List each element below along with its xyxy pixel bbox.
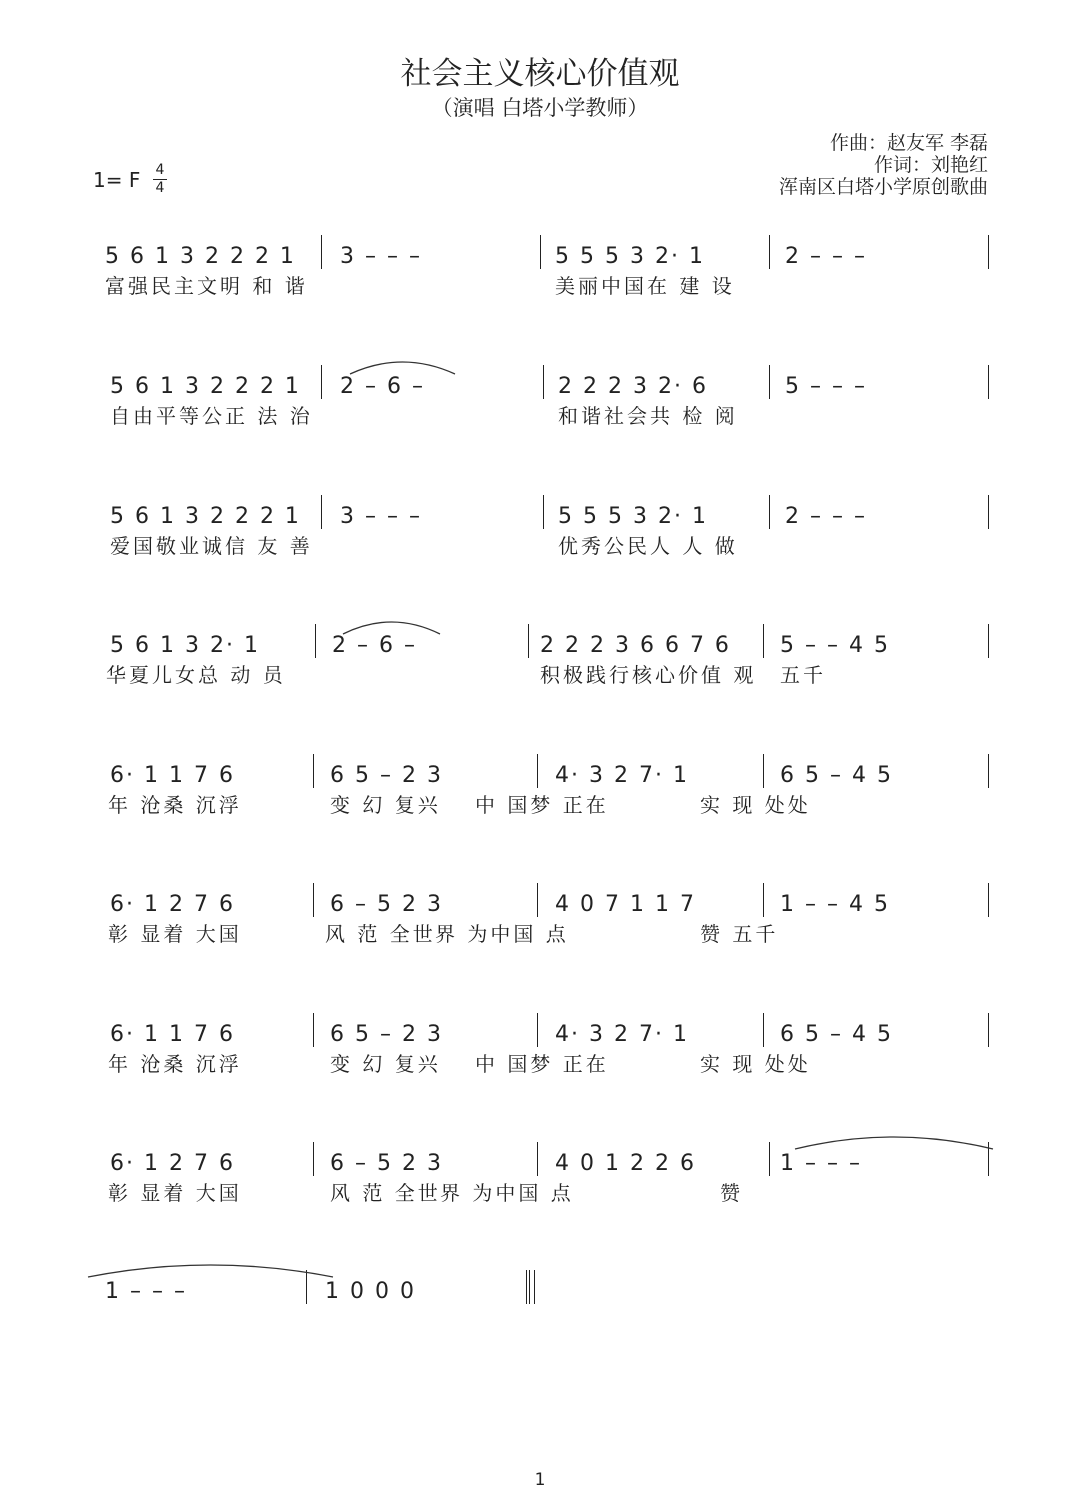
lyrics-row <box>0 1180 1080 1210</box>
notes-row <box>0 1278 1080 1308</box>
notes-row <box>0 373 1080 403</box>
lyric-phrase: 自由平等公正 法 治 <box>110 404 313 428</box>
measure-notes: 6 – 5 2 3 <box>330 892 443 917</box>
measure-notes: 5 6 1 3 2· 1 <box>110 633 260 658</box>
measure-notes: 5 6 1 3 2 2 2 1 <box>110 504 301 529</box>
measure-notes: 6 5 – 2 3 <box>330 1022 443 1047</box>
lyrics-row <box>0 792 1080 822</box>
measure-notes: 2 – 6 – <box>332 633 417 658</box>
key-signature: 1= F <box>93 168 141 192</box>
barline <box>988 495 989 529</box>
barline <box>321 495 322 529</box>
measure-notes: 2 – 6 – <box>340 374 425 399</box>
song-title: 社会主义核心价值观 <box>400 56 680 92</box>
barline <box>313 883 314 917</box>
lyric-phrase: 优秀公民人 人 做 <box>558 534 738 558</box>
barline <box>526 1270 527 1304</box>
barline <box>306 1270 307 1304</box>
barline <box>763 624 764 658</box>
measure-notes: 5 5 5 3 2· 1 <box>555 244 705 269</box>
lyrics-row <box>0 662 1080 692</box>
lyric-phrase: 彰 显着 大国 <box>108 1181 242 1205</box>
barline <box>537 1142 538 1176</box>
lyric-phrase: 实 现 处处 <box>700 1052 811 1076</box>
barline <box>540 235 541 269</box>
measure-notes: 3 – – – <box>340 504 422 529</box>
final-barline <box>529 1270 530 1304</box>
time-signature <box>153 163 167 196</box>
barline <box>769 365 770 399</box>
time-denominator: 4 <box>155 180 165 196</box>
lyric-phrase: 赞 <box>720 1181 743 1205</box>
lyric-phrase: 变 幻 复兴 <box>330 1052 441 1076</box>
measure-notes: 6 5 – 2 3 <box>330 763 443 788</box>
lyrics-row <box>0 1051 1080 1081</box>
composer-credit: 作曲：赵友军 李磊 <box>829 132 988 154</box>
barline <box>543 495 544 529</box>
barline <box>769 495 770 529</box>
barline <box>315 624 316 658</box>
lyric-phrase: 富强民主文明 和 谐 <box>105 274 308 298</box>
lyric-phrase: 五千 <box>780 663 826 687</box>
measure-notes: 2 – – – <box>785 504 867 529</box>
barline <box>988 235 989 269</box>
barline <box>321 235 322 269</box>
measure-notes: 6 – 5 2 3 <box>330 1151 443 1176</box>
notes-row <box>0 1021 1080 1051</box>
measure-notes: 5 5 5 3 2· 1 <box>558 504 708 529</box>
lyrics-row <box>0 921 1080 951</box>
lyric-phrase: 彰 显着 大国 <box>108 922 242 946</box>
lyric-phrase: 中 国梦 正在 <box>475 1052 609 1076</box>
notes-row <box>0 762 1080 792</box>
barline <box>988 624 989 658</box>
lyric-phrase: 界 为中国 点 <box>435 922 569 946</box>
final-barline <box>534 1270 535 1304</box>
measure-notes: 4· 3 2 7· 1 <box>555 1022 689 1047</box>
measure-notes: 1 – – – <box>780 1151 862 1176</box>
measure-notes: 1 – – 4 5 <box>780 892 890 917</box>
measure-notes: 6· 1 1 7 6 <box>110 763 235 788</box>
notes-row <box>0 503 1080 533</box>
barline <box>313 1013 314 1047</box>
measure-notes: 4· 3 2 7· 1 <box>555 763 689 788</box>
notes-row <box>0 1150 1080 1180</box>
barline <box>988 883 989 917</box>
measure-notes: 4 0 7 1 1 7 <box>555 892 696 917</box>
barline <box>321 365 322 399</box>
barline <box>769 235 770 269</box>
measure-notes: 5 6 1 3 2 2 2 1 <box>110 374 301 399</box>
barline <box>313 1142 314 1176</box>
lyric-phrase: 赞 五千 <box>700 922 779 946</box>
barline <box>769 1142 770 1176</box>
barline <box>988 1013 989 1047</box>
measure-notes: 6· 1 2 7 6 <box>110 1151 235 1176</box>
barline <box>988 365 989 399</box>
measure-notes: 1 – – – <box>105 1279 187 1304</box>
source-credit: 浑南区白塔小学原创歌曲 <box>778 176 988 198</box>
measure-notes: 5 – – – <box>785 374 867 399</box>
lyrics-row <box>0 273 1080 303</box>
measure-notes: 4 0 1 2 2 6 <box>555 1151 696 1176</box>
measure-notes: 5 6 1 3 2 2 2 1 <box>105 244 296 269</box>
measure-notes: 2 2 2 3 2· 6 <box>558 374 708 399</box>
slur-mark <box>795 1137 993 1149</box>
barline <box>763 754 764 788</box>
lyric-phrase: 变 幻 复兴 <box>330 793 441 817</box>
barline <box>543 365 544 399</box>
notes-row <box>0 632 1080 662</box>
lyric-phrase: 风 范 全世 <box>330 1181 441 1205</box>
lyric-phrase: 美丽中国在 建 设 <box>555 274 735 298</box>
barline <box>988 1142 989 1176</box>
lyricist-credit: 作词：刘艳红 <box>873 154 988 176</box>
measure-notes: 6· 1 1 7 6 <box>110 1022 235 1047</box>
measure-notes: 3 – – – <box>340 244 422 269</box>
barline <box>537 883 538 917</box>
notes-row <box>0 891 1080 921</box>
slur-mark <box>88 1265 333 1277</box>
lyric-phrase: 中 国梦 正在 <box>475 793 609 817</box>
measure-notes: 2 2 2 3 6 6 7 6 <box>540 633 731 658</box>
page-number: 1 <box>534 1470 546 1490</box>
lyric-phrase: 界 为中国 点 <box>440 1181 574 1205</box>
lyrics-row <box>0 533 1080 563</box>
barline <box>528 624 529 658</box>
lyric-phrase: 积极践行核心价值 观 <box>540 663 757 687</box>
measure-notes: 1 0 0 0 <box>325 1279 416 1304</box>
barline <box>763 1013 764 1047</box>
measure-notes: 6· 1 2 7 6 <box>110 892 235 917</box>
lyric-phrase: 年 沧桑 沉浮 <box>108 793 242 817</box>
lyric-phrase: 爱国敬业诚信 友 善 <box>110 534 313 558</box>
performer-line: （演唱 白塔小学教师） <box>431 96 649 120</box>
barline <box>313 754 314 788</box>
lyric-phrase: 华夏儿女总 动 员 <box>106 663 286 687</box>
measure-notes: 5 – – 4 5 <box>780 633 890 658</box>
lyric-phrase: 实 现 处处 <box>700 793 811 817</box>
measure-notes: 6 5 – 4 5 <box>780 763 893 788</box>
lyric-phrase: 风 范 全世 <box>325 922 436 946</box>
lyrics-row <box>0 403 1080 433</box>
lyric-phrase: 年 沧桑 沉浮 <box>108 1052 242 1076</box>
barline <box>763 883 764 917</box>
barline <box>537 754 538 788</box>
barline <box>988 754 989 788</box>
barline <box>537 1013 538 1047</box>
measure-notes: 2 – – – <box>785 244 867 269</box>
lyrics-row <box>0 1308 1080 1338</box>
measure-notes: 6 5 – 4 5 <box>780 1022 893 1047</box>
lyric-phrase: 和谐社会共 检 阅 <box>558 404 738 428</box>
time-numerator: 4 <box>155 162 165 178</box>
